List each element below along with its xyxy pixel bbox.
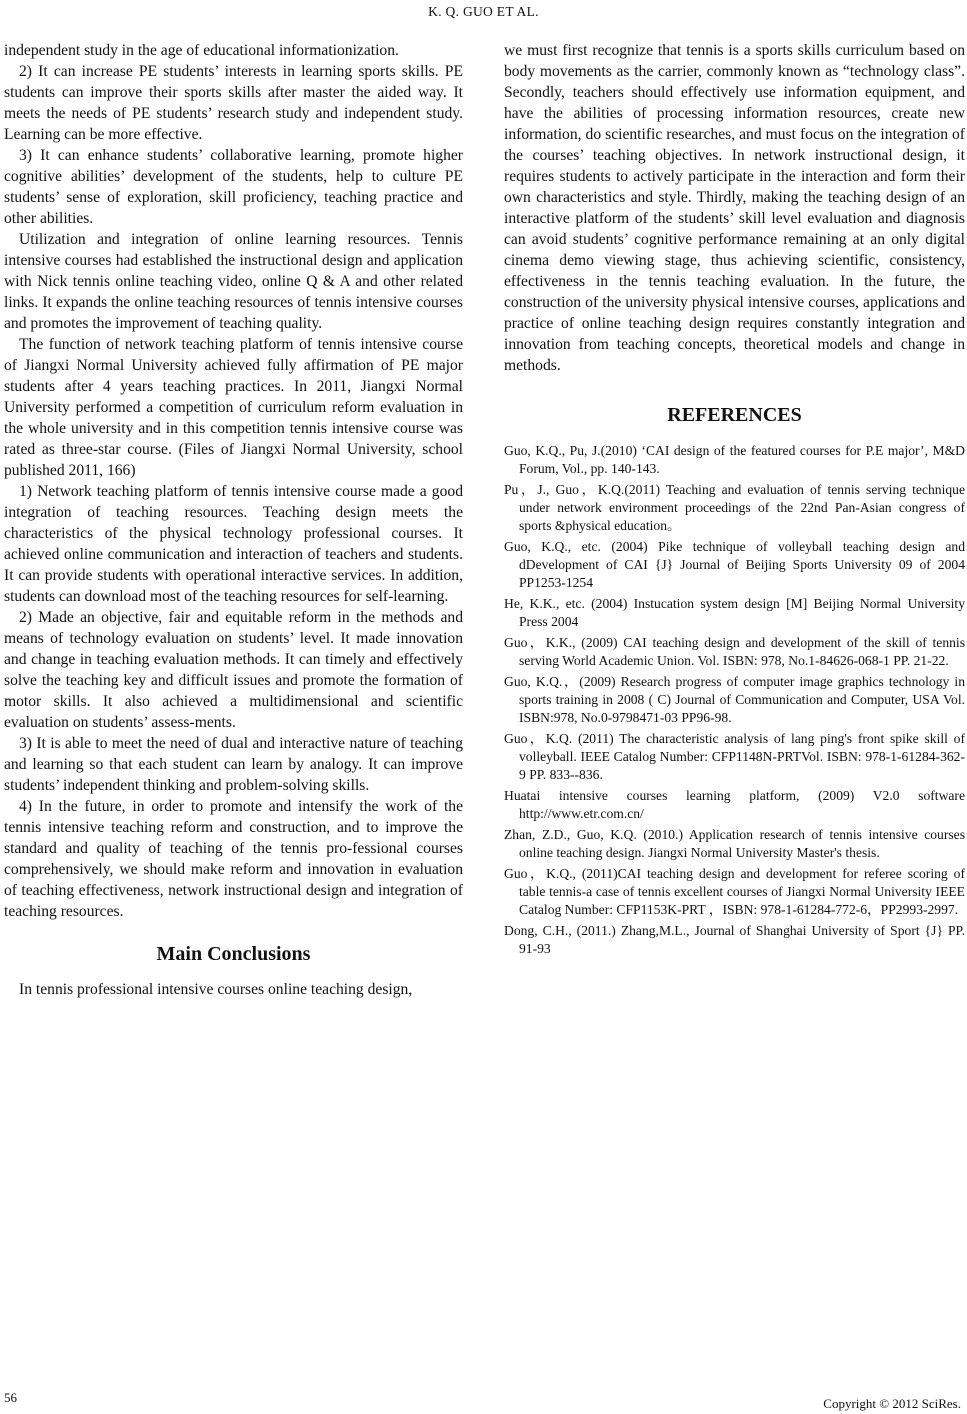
- body-paragraph: independent study in the age of educational informationization.: [4, 42, 399, 59]
- main-conclusions-heading: Main Conclusions: [156, 943, 311, 965]
- left-column: [4, 40, 463, 1000]
- reference-item: Zhan, Z.D., Guo, K.Q. (2010.) Application research of tennis intensive courses online teaching design. Jiangxi Normal University Master's thesis.: [504, 827, 965, 860]
- reference-item: Guo，K.Q., (2011)CAI teaching design and development for referee scoring of table tennis-a case of tennis excellent courses of Jiangxi Normal University IEEE Catalog Number: CFP1153K-PRT ，ISBN: 978-1-61284-772-6，PP2993-2997.: [504, 866, 965, 917]
- running-header: K. Q. GUO ET AL.: [428, 4, 539, 19]
- body-paragraph: 2) Made an objective, fair and equitable reform in the methods and means of technology evaluation on students’ level. It made innovation and change in teaching evaluation methods. It can timely and effectively solve the teaching key and difficult issues and promote the formation of motor skills. It also achieved a multidimensional and scientific evaluation on students’ assess-ments.: [4, 609, 463, 731]
- right-column: [504, 40, 965, 961]
- reference-item: Pu，J., Guo，K.Q.(2011) Teaching and evaluation of tennis serving technique under network environment proceedings of the 22nd Pan-Asian congress of sports &physical education。: [504, 482, 965, 533]
- body-paragraph: Utilization and integration of online learning resources. Tennis intensive courses had established the instructional design and application with Nick tennis online teaching video, online Q & A and other related links. It expands the online teaching resources of tennis intensive courses and promotes the improvement of teaching quality.: [4, 231, 463, 332]
- reference-list: [504, 442, 965, 958]
- reference-item: Guo, K.Q., Pu, J.(2010) ‘CAI design of the featured courses for P.E major’, M&D Forum, Vol., pp. 140-143.: [504, 443, 965, 476]
- references-heading: REFERENCES: [667, 404, 802, 426]
- reference-item: He, K.K., etc. (2004) Instucation system design [M] Beijing Normal University Press 2004: [504, 596, 965, 629]
- reference-item: Huatai intensive courses learning platform, (2009) V2.0 software http://www.etr.com.cn/: [504, 788, 965, 821]
- copyright-notice: Copyright © 2012 SciRes.: [823, 1396, 961, 1411]
- body-paragraph: 4) In the future, in order to promote and intensify the work of the tennis intensive teaching reform and construction, and to improve the standard and quality of teaching of the tennis pro-fessional courses comprehensively, we should make reform and innovation in evaluation of teaching effectiveness, network instructional design and integration of teaching resources.: [4, 798, 463, 920]
- reference-item: Guo, K.Q.，(2009) Research progress of computer image graphics technology in sports training in 2008 ( C) Journal of Communication and Computer, USA Vol. ISBN:978, No.0-9798471-03 PP96-98.: [504, 674, 965, 725]
- reference-item: Guo，K.Q. (2011) The characteristic analysis of lang ping's front spike skill of volleyball. IEEE Catalog Number: CFP1148N-PRTVol. ISBN: 978-1-61284-362-9 PP. 833--836.: [504, 731, 965, 782]
- reference-item: Guo，K.K., (2009) CAI teaching design and development of the skill of tennis serving World Academic Union. Vol. ISBN: 978, No.1-84626-068-1 PP. 21-22.: [504, 635, 965, 668]
- conclusion-paragraph-continued: we must first recognize that tennis is a sports skills curriculum based on body movements as the carrier, commonly known as “technology class”. Secondly, teachers should effectively use information equipment, and have the abilities of processing information resources, create new information, do scientific researches, and must focus on the integration of the courses’ teaching objectives. In network instructional design, it requires students to actively participate in the interaction and form their own characteristics and style. Thirdly, making the teaching design of an interactive platform of the students’ skill level evaluation and diagnosis can avoid students’ cognitive performance remaining at an only digital cinema demo viewing stage, thus achieving scientific, consistency, effectiveness in the tennis teaching evaluation. In the future, the construction of the university physical intensive courses, applications and practice of online teaching design requires constantly integration and innovation from teaching concepts, theoretical models and change in methods.: [504, 42, 965, 374]
- body-paragraph: 1) Network teaching platform of tennis intensive course made a good integration of teaching resources. Teaching design meets the characteristics of the physical technology professional courses. It achieved online communication and interaction of teachers and students. It can provide students with operational interactive services. In addition, students can download most of the teaching resources for self-learning.: [4, 483, 463, 605]
- body-paragraph: 2) It can increase PE students’ interests in learning sports skills. PE students can improve their sports skills after master the aided way. It meets the needs of PE students’ research study and independent study. Learning can be more effective.: [4, 63, 463, 143]
- body-paragraph: 3) It is able to meet the need of dual and interactive nature of teaching and learning so that each student can learn by analogy. It can improve students’ independent thinking and problem-solving skills.: [4, 735, 463, 794]
- body-paragraph: 3) It can enhance students’ collaborative learning, promote higher cognitive abilities’ development of the students, help to culture PE students’ sense of exploration, skill proficiency, teaching practice and other abilities.: [4, 147, 463, 227]
- reference-item: Dong, C.H., (2011.) Zhang,M.L., Journal of Shanghai University of Sport {J} PP. 91-93: [504, 923, 965, 956]
- conclusion-paragraph-start: In tennis professional intensive courses online teaching design,: [19, 981, 413, 998]
- reference-item: Guo, K.Q., etc. (2004) Pike technique of volleyball teaching design and dDevelopment of CAI {J} Journal of Beijing Sports University 09 of 2004 PP1253-1254: [504, 539, 965, 590]
- page-number: 56: [4, 1390, 17, 1405]
- body-paragraph: The function of network teaching platform of tennis intensive course of Jiangxi Normal University achieved fully affirmation of PE major students after 4 years teaching practices. In 2011, Jiangxi Normal University performed a competition of curriculum reform evaluation in the whole university and in this competition tennis intensive course was rated as three-star course. (Files of Jiangxi Normal University, school published 2011, 166): [4, 336, 463, 479]
